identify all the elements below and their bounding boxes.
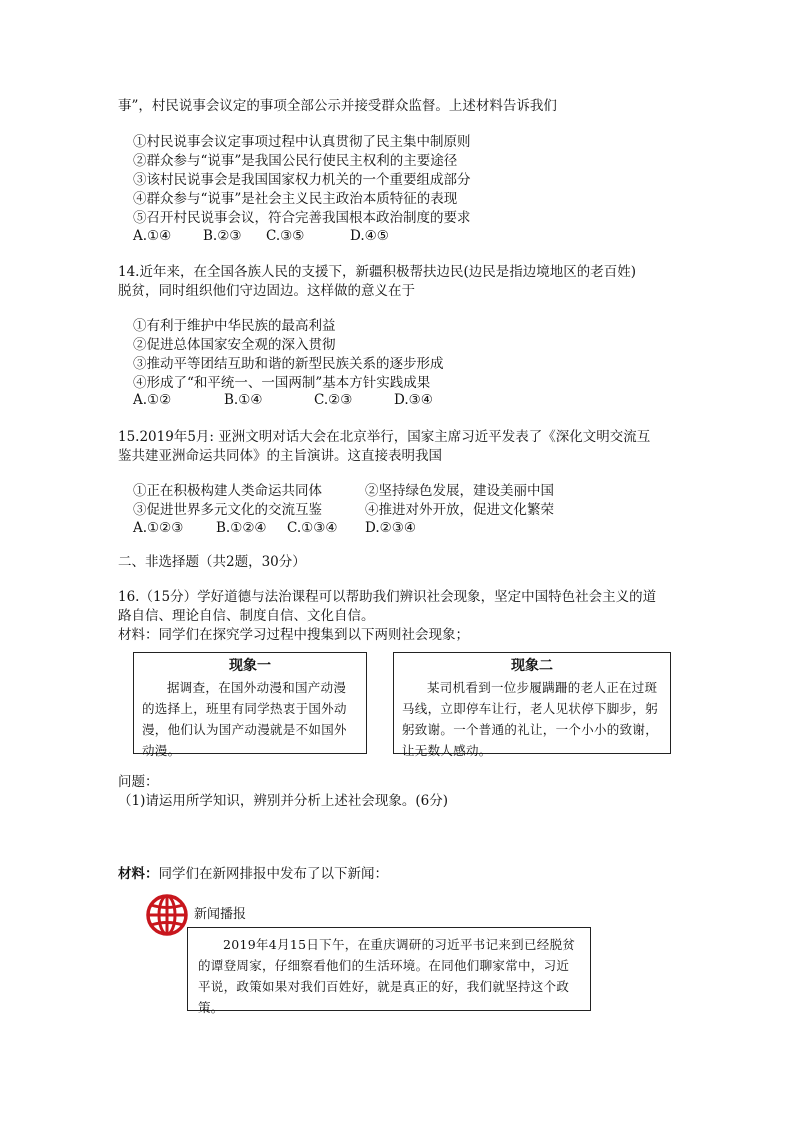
q14-item-2: ②促进总体国家安全观的深入贯彻 [133, 337, 336, 353]
q13-intro: 事”，村民说事会议定的事项全部公示并接受群众监督。上述材料告诉我们 [118, 98, 557, 114]
phenomenon-two-title: 现象二 [511, 658, 553, 674]
q15-item-1: ①正在积极构建人类命运共同体 [133, 483, 322, 499]
q15-choice-c: C.①③④ [287, 520, 338, 536]
news-box [187, 927, 591, 1015]
q15-item-2: ②坚持绿色发展，建设美丽中国 [365, 483, 554, 499]
question-1: （1)请运用所学知识，辨别并分析上述社会现象。(6分) [118, 793, 448, 809]
q13-choice-c: C.③⑤ [266, 228, 305, 244]
q16-stem-line2: 路自信、理论自信、制度自信、文化自信。 [118, 608, 375, 624]
q13-item-3: ③该村民说事会是我国国家权力机关的一个重要组成部分 [133, 172, 471, 188]
q14-choice-a: A.①② [133, 392, 172, 408]
q13-item-1: ①村民说事会议定事项过程中认真贯彻了民主集中制原则 [133, 134, 471, 150]
q16-material-line: 材料：同学们在探究学习过程中搜集到以下两则社会现象； [118, 627, 469, 643]
phenomenon-two-text: 某司机看到一位步履蹒跚的老人正在过斑马线，立即停车让行，老人见状停下脚步，躬躬致谢。一个普通的礼让，一个小小的致谢，让无数人感动。 [402, 680, 659, 758]
q13-item-5: ⑤召开村民说事会议，符合完善我国根本政治制度的要求 [133, 210, 471, 226]
q15-item-3: ③促进世界多元文化的交流互鉴 [133, 502, 322, 518]
q14-item-3: ③推动平等团结互助和谐的新型民族关系的逐步形成 [133, 356, 444, 372]
q13-choice-a: A.①④ [133, 228, 172, 244]
q14-choice-c: C.②③ [314, 392, 353, 408]
material2-line [118, 864, 388, 884]
q15-stem-line2: 鉴共建亚洲命运共同体》的主旨演讲。这直接表明我国 [118, 448, 442, 464]
q14-choice-b: B.①④ [224, 392, 263, 408]
q15-stem-line1: 15.2019年5月: 亚洲文明对话大会在北京举行，国家主席习近平发表了《深化文明交流互 [118, 429, 651, 445]
q14-choice-d: D.③④ [394, 392, 433, 408]
phenomenon-one-box [133, 652, 367, 758]
q13-item-4: ④群众参与“说事”是社会主义民主政治本质特征的表现 [133, 191, 458, 207]
q13-choice-b: B.②③ [203, 228, 242, 244]
q13-choice-d: D.④⑤ [350, 228, 389, 244]
globe-icon [145, 893, 189, 937]
q16-stem-line1: 16.（15分）学好道德与法治课程可以帮助我们辨识社会现象，坚定中国特色社会主义的道 [118, 589, 657, 605]
q13-item-2: ②群众参与“说事”是我国公民行使民主权利的主要途径 [133, 153, 458, 169]
news-text: 2019年4月15日下午，在重庆调研的习近平书记来到已经脱贫的谭登周家，仔细察看他们的生活环境。在同他们聊家常中，习近平说，政策如果对我们百姓好，就是真正的好，我们就坚持这个政策。 [198, 937, 576, 1015]
q15-choice-b: B.①②④ [216, 520, 267, 536]
phenomenon-one-text: 据调查，在国外动漫和国产动漫的选择上，班里有同学热衷于国外动漫，他们认为国产动漫就是不如国外动漫。 [142, 680, 347, 758]
section-heading: 二、非选择题（共2题，30分） [118, 554, 306, 570]
q15-choice-d: D.②③④ [365, 520, 416, 536]
question-label: 问题： [118, 774, 159, 790]
phenomenon-two-box [393, 652, 671, 758]
q14-stem-line1: 14.近年来，在全国各族人民的支援下，新疆积极帮扶边民(边民是指边境地区的老百姓) [118, 264, 637, 280]
q14-item-1: ①有利于维护中华民族的最高利益 [133, 318, 336, 334]
material2-label: 材料： [118, 866, 159, 882]
q15-choice-a: A.①②③ [133, 520, 184, 536]
q14-stem-line2: 脱贫，同时组织他们守边固边。这样做的意义在于 [118, 283, 415, 299]
material2-text: 同学们在新网排报中发布了以下新闻： [158, 866, 388, 882]
phenomenon-one-title: 现象一 [229, 658, 271, 674]
q15-item-4: ④推进对外开放，促进文化繁荣 [365, 502, 554, 518]
q14-item-4: ④形成了“和平统一、一国两制”基本方针实践成果 [133, 375, 431, 391]
news-title: 新闻播报 [194, 906, 247, 921]
